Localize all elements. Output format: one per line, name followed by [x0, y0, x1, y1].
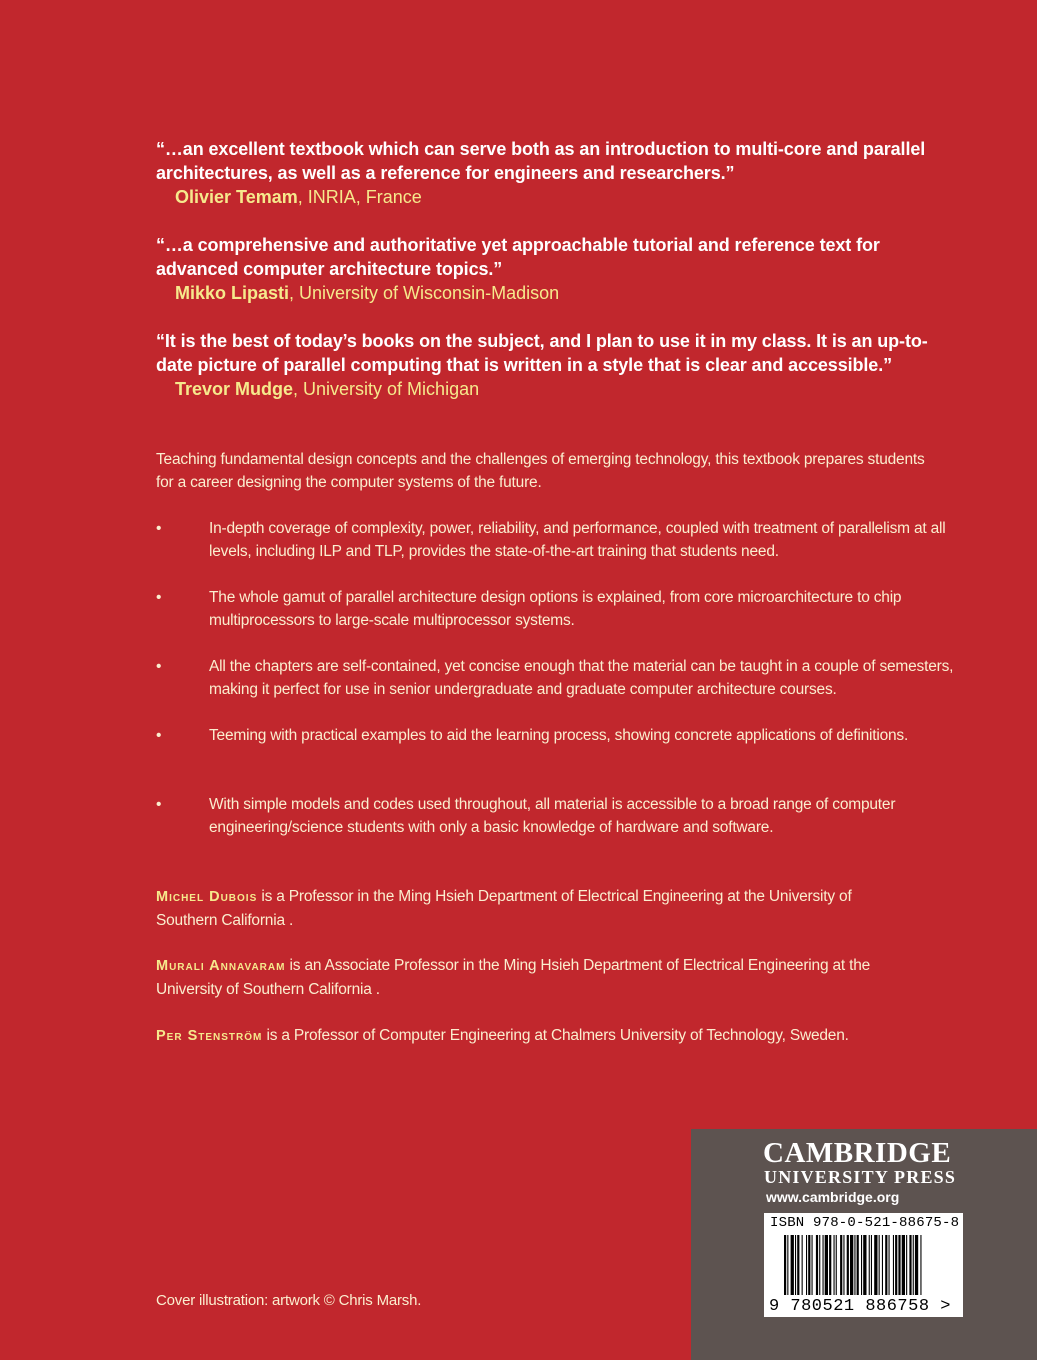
barcode-bar: [843, 1235, 844, 1295]
barcode-bar: [882, 1235, 883, 1295]
bullet-icon: •: [156, 796, 162, 813]
bullet-icon: •: [156, 589, 162, 606]
author-name: Per Stenström: [156, 1028, 263, 1044]
barcode-bar: [847, 1235, 849, 1295]
quote-3-author-name: Trevor Mudge: [175, 379, 294, 399]
barcode-bar: [795, 1235, 796, 1295]
quote-2-author-name: Mikko Lipasti: [175, 283, 290, 303]
publisher-name: CAMBRIDGE: [763, 1137, 952, 1169]
quote-1-text: “…an excellent textbook which can serve both as an introduction to multi-core and parallel architectures, as well as a reference for engineers and researchers.”: [156, 139, 926, 183]
bullet-text: The whole gamut of parallel architecture design options is explained, from core microarchitecture to chip multiprocessors to large-scale multiprocessor systems.: [209, 589, 902, 629]
barcode-bar: [836, 1235, 837, 1295]
barcode-bar: [791, 1235, 794, 1295]
bullet-text: Teeming with practical examples to aid the learning process, showing concrete applications of definitions.: [209, 727, 909, 744]
isbn-label: ISBN 978-0-521-88675-8: [770, 1215, 960, 1231]
barcode-bar: [893, 1235, 894, 1295]
quote-2-author-affiliation: , University of Wisconsin-Madison: [289, 283, 560, 303]
barcode-bar: [902, 1235, 905, 1295]
barcode-bar: [806, 1235, 807, 1295]
barcode-bar: [816, 1235, 818, 1295]
barcode-bar: [874, 1235, 877, 1295]
barcode-bar: [829, 1235, 831, 1295]
barcode: [764, 1213, 963, 1317]
quote-1-author-affiliation: , INRIA, France: [297, 187, 422, 207]
intro-paragraph: Teaching fundamental design concepts and the challenges of emerging technology, this textbook prepares students for a career designing the computer systems of the future.: [156, 451, 925, 491]
publisher-press: UNIVERSITY PRESS: [764, 1167, 957, 1187]
author-name: Michel Dubois: [156, 889, 258, 905]
barcode-bar: [787, 1235, 788, 1295]
barcode-bar: [871, 1235, 872, 1295]
author-bio-annavaram: [156, 954, 916, 1001]
author-bio-text: is a Professor in the Ming Hsieh Department of Electrical Engineering at the University of Southern California .: [156, 888, 852, 929]
barcode-bar: [920, 1235, 921, 1295]
barcode-bar: [913, 1235, 914, 1295]
publisher-block: [691, 1129, 1037, 1360]
author-bio-stenstrom: [156, 1024, 916, 1048]
barcode-bar: [819, 1235, 820, 1295]
barcode-bar: [823, 1235, 824, 1295]
barcode-bar: [915, 1235, 918, 1295]
barcode-bar: [885, 1235, 887, 1295]
barcode-bar: [909, 1235, 911, 1295]
bullet-icon: •: [156, 658, 162, 675]
author-name: Murali Annavaram: [156, 958, 286, 974]
bullet-icon: •: [156, 727, 162, 744]
bullet-text: With simple models and codes used throughout, all material is accessible to a broad range of computer engineering/science students with only a basic knowledge of hardware and software.: [209, 796, 896, 836]
barcode-bar: [857, 1235, 859, 1295]
barcode-bar: [834, 1235, 835, 1295]
barcode-bar: [840, 1235, 842, 1295]
quote-2-author: [175, 281, 559, 305]
barcode-bar: [869, 1235, 870, 1295]
barcode-bar: [863, 1235, 866, 1295]
barcode-bar: [825, 1235, 828, 1295]
barcode-bar: [861, 1235, 862, 1295]
barcode-bar: [812, 1235, 813, 1295]
quote-1-author-name: Olivier Temam: [175, 187, 298, 207]
barcode-bar: [889, 1235, 890, 1295]
barcode-digits: 9 780521 886758 >: [769, 1297, 951, 1316]
quote-3-text: “It is the best of today’s books on the subject, and I plan to use it in my class. It is an up-to-date picture of parallel computing that is written in a style that is clear and accessible.”: [156, 331, 928, 375]
quote-2-text: “…a comprehensive and authoritative yet approachable tutorial and reference text for advanced computer architecture topics.”: [156, 235, 880, 279]
barcode-bar: [808, 1235, 810, 1295]
bullet-icon: •: [156, 520, 162, 537]
barcode-bar: [879, 1235, 880, 1295]
quote-3-author: [175, 377, 479, 401]
barcode-bar: [895, 1235, 897, 1295]
author-bio-text: is a Professor of Computer Engineering at Chalmers University of Technology, Sweden.: [262, 1027, 849, 1044]
author-bio-text: is an Associate Professor in the Ming Hsieh Department of Electrical Engineering at the University of Southern California .: [156, 957, 871, 998]
barcode-bar: [802, 1235, 803, 1295]
barcode-bar: [854, 1235, 855, 1295]
barcode-bar: [906, 1235, 907, 1295]
barcode-bar: [850, 1235, 853, 1295]
bullet-text: All the chapters are self-contained, yet concise enough that the material can be taught in a couple of semesters, making it perfect for use in senior undergraduate and graduate computer architecture courses.: [209, 658, 954, 698]
barcode-bar: [898, 1235, 900, 1295]
quote-1-author: [175, 185, 422, 209]
barcode-bar: [797, 1235, 799, 1295]
publisher-url: www.cambridge.org: [766, 1189, 900, 1205]
quote-3-author-affiliation: , University of Michigan: [293, 379, 480, 399]
author-bio-dubois: [156, 885, 916, 932]
barcode-bar: [784, 1235, 786, 1295]
cover-credit: Cover illustration: artwork © Chris Marsh.: [156, 1292, 422, 1309]
bullet-text: In-depth coverage of complexity, power, reliability, and performance, coupled with treatment of parallelism at all levels, including ILP and TLP, provides the state-of-the-art training that students need.: [209, 520, 946, 560]
